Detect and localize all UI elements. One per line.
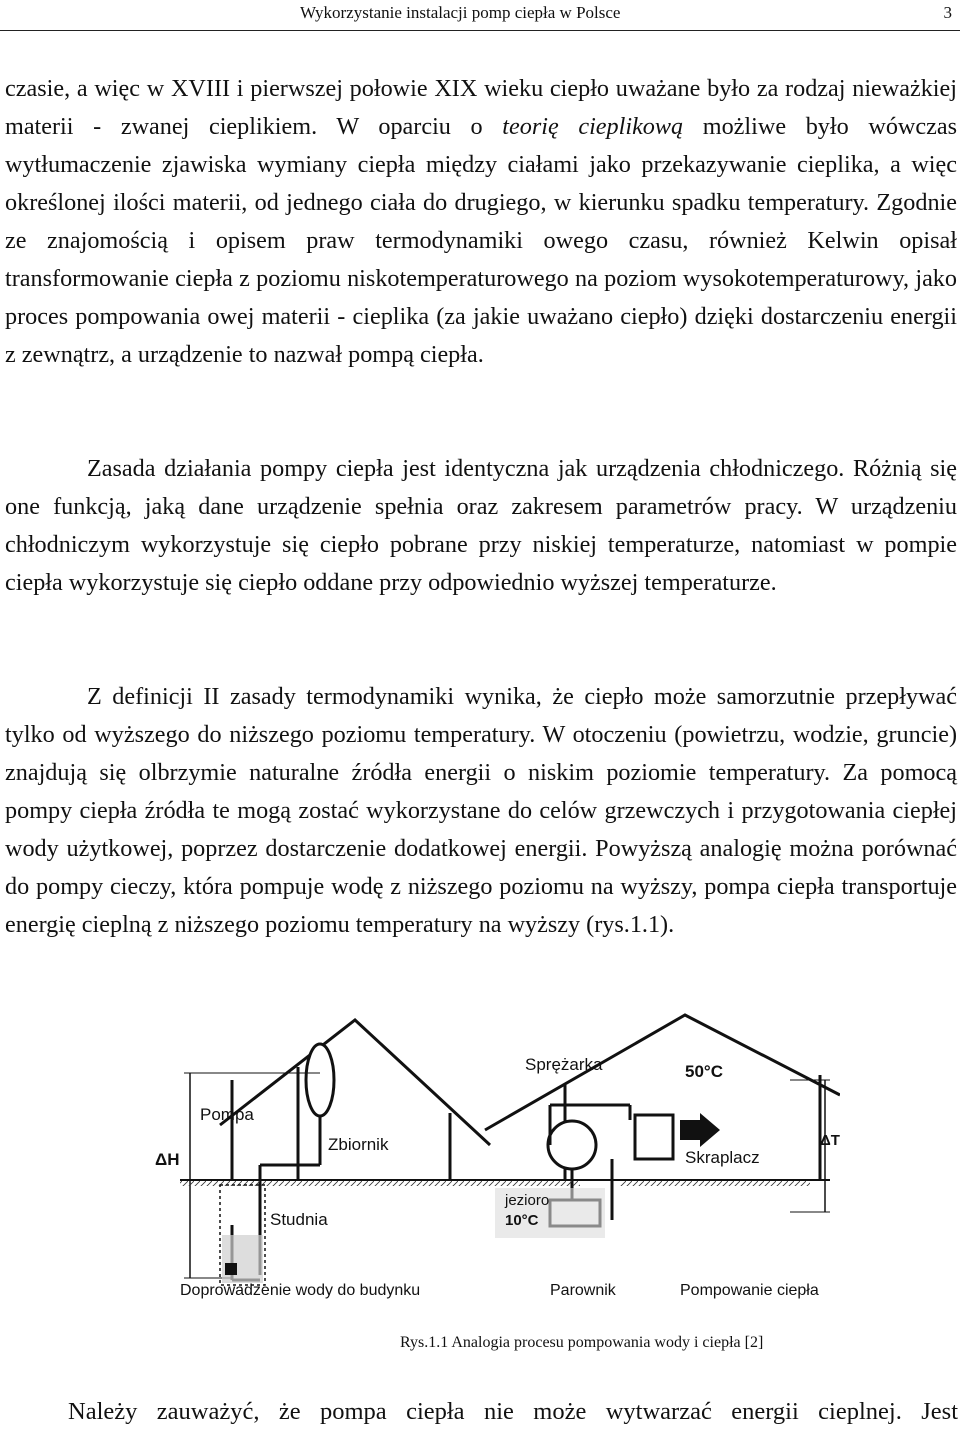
figure-diagram (140, 995, 840, 1315)
label-left-title: Doprowadzenie wody do budynku (180, 1282, 421, 1299)
heat-output-arrow (680, 1113, 720, 1147)
figure-heat-pump-analogy (140, 995, 840, 1315)
label-zbiornik: Zbiornik (328, 1135, 389, 1154)
paragraph-3: Z definicji II zasady termodynamiki wynika, że ciepło może samorzutnie przepływać tylko od wyższego do niższego poziomu temperatury. W otoczeniu (powietrzu, wodzie, gruncie) znajdują się olbrzymie naturalne źródła energii o niskim poziomie temperatury. Za pomocą pompy ciepła źródła te mogą zostać wykorzystane do celów grzewczych i przygotowania ciepłej wody użytkowej, poprzez dostarczenie dodatkowej energii. Powyższą analogię można porównać do pompy cieczy, która pompuje wodę z niższego poziomu na wyższy, pompa ciepła transportuje energię cieplną z niższego poziomu temperatury na wyższy (rys.1.1). (5, 683, 957, 938)
label-delta-h: ΔH (155, 1150, 180, 1169)
paragraph-1-text-a: czasie, a więc w XVIII i pierwszej połowie XIX wieku ciepło uważane było za rodzaj nieważkiej materii - zwanej cieplikiem. W oparciu o (5, 75, 957, 140)
label-pompa: Pompa (200, 1105, 254, 1124)
submersible-pump (225, 1263, 237, 1275)
label-right-title: Pompowanie ciepła (680, 1282, 819, 1299)
label-sprezarka: Sprężarka (525, 1055, 603, 1074)
label-skraplacz: Skraplacz (685, 1148, 760, 1167)
paragraph-1-italic: teorię cieplikową (502, 113, 684, 140)
figure-caption: Rys.1.1 Analogia procesu pompowania wody i ciepła [2] (400, 1334, 764, 1351)
paragraph-1-text-b: możliwe było wówczas wytłumaczenie zjawiska wymiany ciepła między ciałami jako przekazywanie cieplika, a więc określonej ilości materii, od jednego ciała do drugiego, w kierunku spadku temperatury. Zgodnie ze znajomością i opisem praw termodynamiki owego czasu, również Kelwin opisał transformowanie ciepła z poziomu niskotemperaturowego na poziom wysokotemperaturowy, jako proces pompowania owej materii - cieplika (za jakie uważano ciepło) dzięki dostarczeniu energii z zewnątrz, a urządzenie to nazwał pompą ciepła. (5, 113, 957, 368)
label-jezioro: jezioro (505, 1192, 550, 1209)
paragraph-1 (5, 70, 957, 374)
label-studnia: Studnia (270, 1210, 328, 1229)
header-title: Wykorzystanie instalacji pomp ciepła w Polsce (300, 3, 621, 22)
paragraph-2: Zasada działania pompy ciepła jest identyczna jak urządzenia chłodniczego. Różnią się one funkcją, jaką dane urządzenie spełnia oraz zakresem parametrów pracy. W urządzeniu chłodniczym wykorzystuje się ciepło pobrane przy niskiej temperaturze, natomiast w pompie ciepła wykorzystuje się ciepło oddane przy odpowiednio wyższej temperaturze. (5, 455, 957, 596)
label-delta-t: ΔT (820, 1132, 840, 1149)
page-header (0, 0, 960, 31)
well-water (222, 1235, 263, 1283)
label-parownik: Parownik (550, 1282, 616, 1299)
paragraph-4-first-line: Należy zauważyć, że pompa ciepła nie może wytwarzać energii cieplnej. Jest (68, 1398, 958, 1425)
page-number: 3 (943, 3, 952, 22)
label-temp-high: 50°C (685, 1062, 723, 1081)
label-temp-low: 10°C (505, 1212, 539, 1229)
